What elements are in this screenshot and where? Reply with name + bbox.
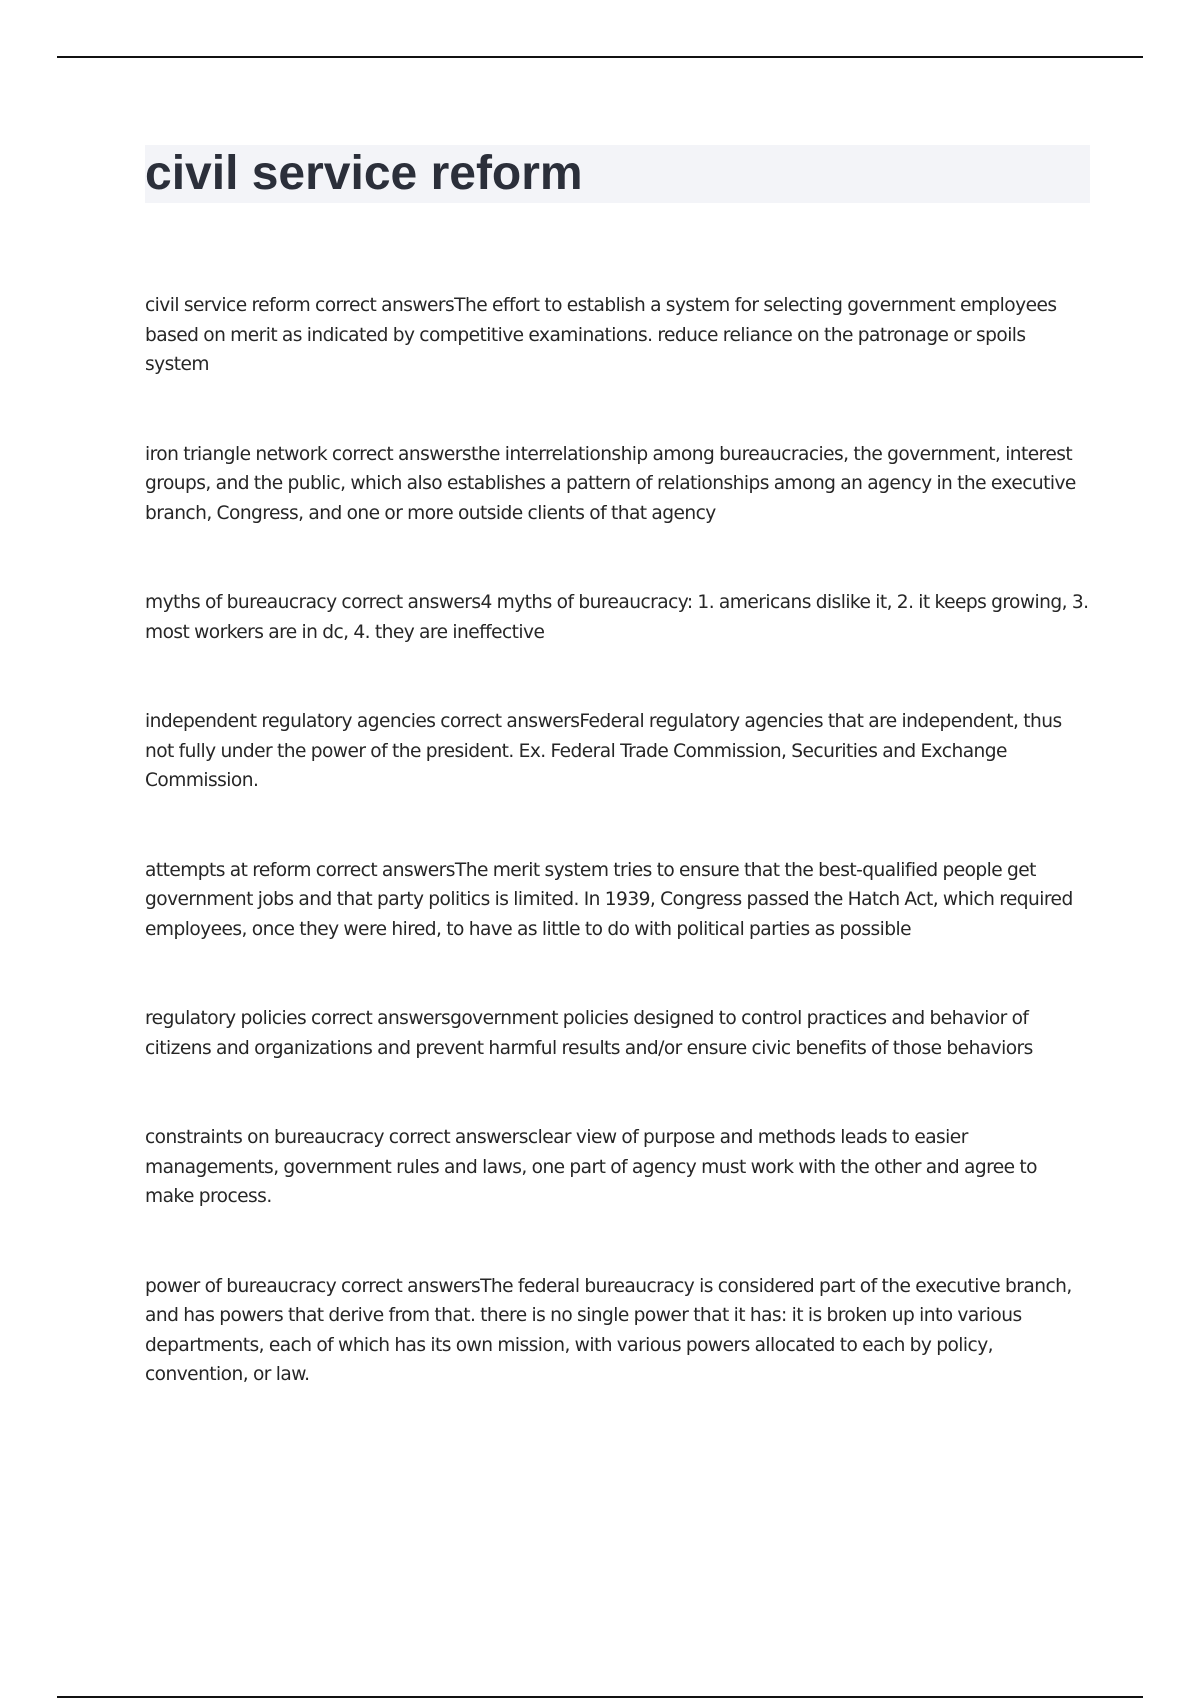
- entry-power-of-bureaucracy: power of bureaucracy correct answersThe federal bureaucracy is considered part of the executive branch, and has powers that derive from that. there is no single power that it has: it is broken up into various departments, each of which has its own mission, with various powers allocated to each by policy, convention, or law.: [145, 1275, 1072, 1385]
- entry-attempts-at-reform: attempts at reform correct answersThe merit system tries to ensure that the best-qualified people get government jobs and that party politics is limited. In 1939, Congress passed the Hatch Act, which required employees, once they were hired, to have as little to do with political parties as possible: [145, 859, 1073, 940]
- entry-constraints-on-bureaucracy: constraints on bureaucracy correct answersclear view of purpose and methods leads to easier managements, government rules and laws, one part of agency must work with the other and agree to make process.: [145, 1127, 1037, 1207]
- title-block: [145, 145, 1090, 203]
- bottom-rule: [57, 1696, 1143, 1698]
- entry-iron-triangle-network: iron triangle network correct answersthe interrelationship among bureaucracies, the government, interest groups, and the public, which also establishes a pattern of relationships among an agency in the executive branch, Congress, and one or more outside clients of that agency: [145, 443, 1076, 524]
- page-title: civil service reform: [145, 147, 583, 200]
- entries-list: [145, 291, 1090, 1450]
- entry-civil-service-reform: civil service reform correct answersThe effort to establish a system for selecting government employees based on merit as indicated by competitive examinations. reduce reliance on the patronage or spoils system: [145, 295, 1057, 375]
- entry-independent-regulatory-agencies: independent regulatory agencies correct answersFederal regulatory agencies that are independent, thus not fully under the power of the president. Ex. Federal Trade Commission, Securities and Exchange Commission.: [145, 711, 1062, 791]
- entry-regulatory-policies: regulatory policies correct answersgovernment policies designed to control practices and behavior of citizens and organizations and prevent harmful results and/or ensure civic benefits of those behaviors: [145, 1008, 1033, 1059]
- entry-myths-of-bureaucracy: myths of bureaucracy correct answers4 myths of bureaucracy: 1. americans dislike it, 2. it keeps growing, 3. most workers are in dc, 4. they are ineffective: [145, 592, 1089, 643]
- top-rule: [57, 56, 1143, 58]
